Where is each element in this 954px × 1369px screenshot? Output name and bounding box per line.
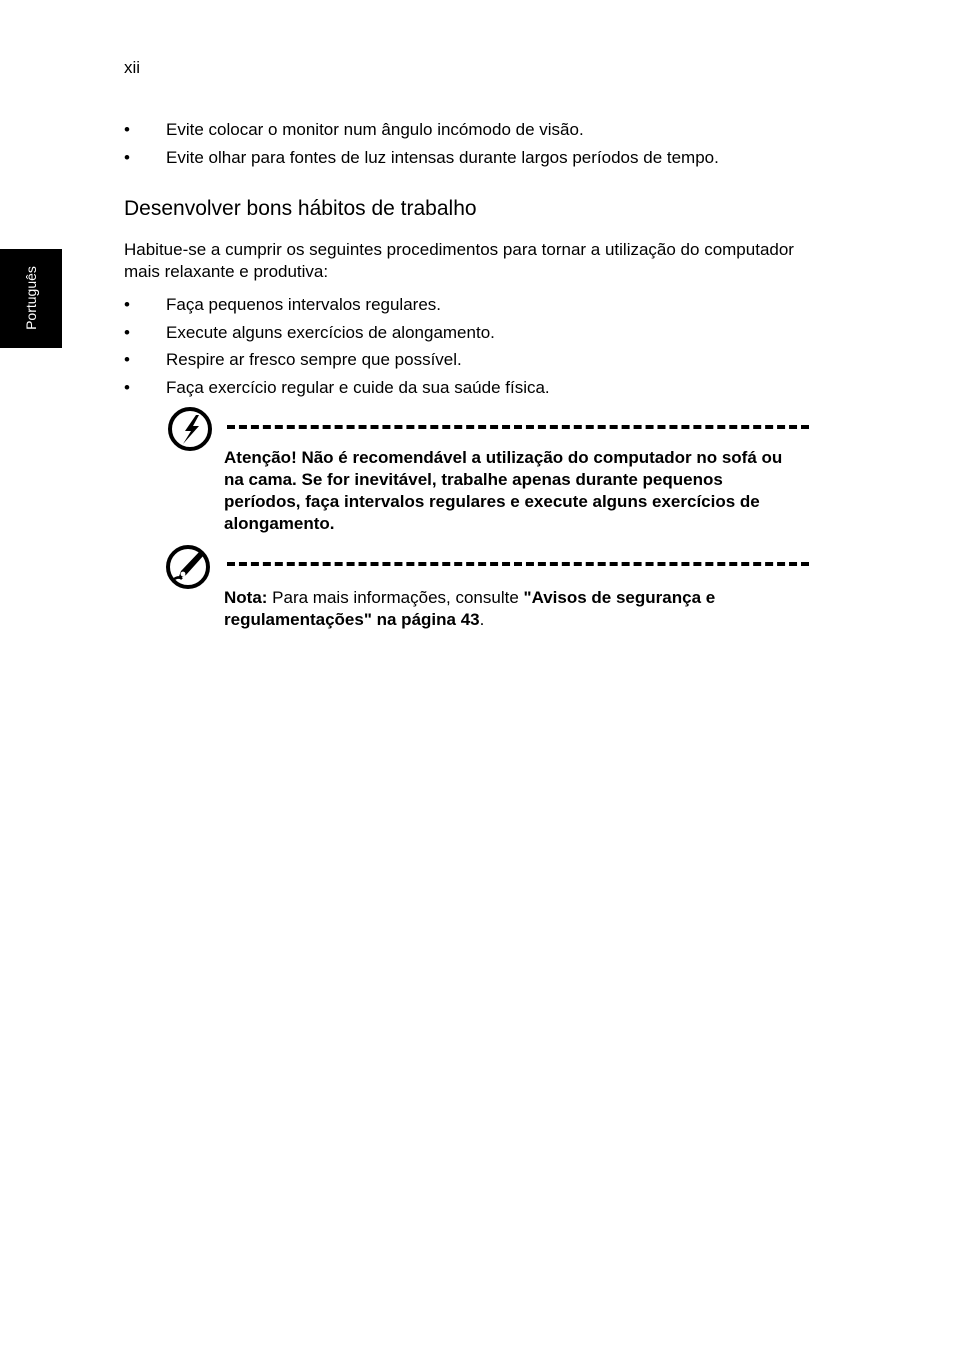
note-divider [227,562,809,566]
list-item: • Faça pequenos intervalos regulares. [124,295,441,314]
pen-icon [164,543,212,591]
bullet: • [124,377,130,397]
note-text: Nota: Para mais informações, consulte "Avisos de segurança e regulamentações" na página 43. [224,588,716,629]
section-heading: Desenvolver bons hábitos de trabalho [124,197,477,220]
note-label: Nota: [224,588,268,607]
bullet: • [124,350,130,370]
list-item: • Evite olhar para fontes de luz intensas durante largos períodos de tempo. [124,147,719,167]
bullet: • [124,295,130,314]
bullet: • [124,322,130,342]
monitor-tips-list [124,120,719,175]
note-reference-link[interactable]: "Avisos de segurança e regulamentações" na página 43 [224,588,716,629]
list-item: • Execute alguns exercícios de alongamento. [124,322,495,342]
list-item: • Respire ar fresco sempre que possível. [124,350,462,370]
language-tab-label: Português [23,266,39,330]
work-habits-list [124,295,550,405]
warning-text: Atenção! Não é recomendável a utilização do computador no sofá ou na cama. Se for inevitável, trabalhe apenas durante pequenos períodos, faça intervalos regulares e execute alguns exercícios de alongamento. [224,448,783,533]
bullet: • [124,120,130,139]
warning-divider [227,425,809,429]
list-item: • Evite colocar o monitor num ângulo incómodo de visão. [124,120,584,139]
language-tab [0,249,62,348]
bullet: • [124,147,130,167]
page-number: xii [124,58,141,77]
section-intro: Habitue-se a cumprir os seguintes procedimentos para tornar a utilização do computador mais relaxante e produtiva: [124,240,794,281]
lightning-icon [166,405,214,453]
list-item: • Faça exercício regular e cuide da sua saúde física. [124,377,550,397]
